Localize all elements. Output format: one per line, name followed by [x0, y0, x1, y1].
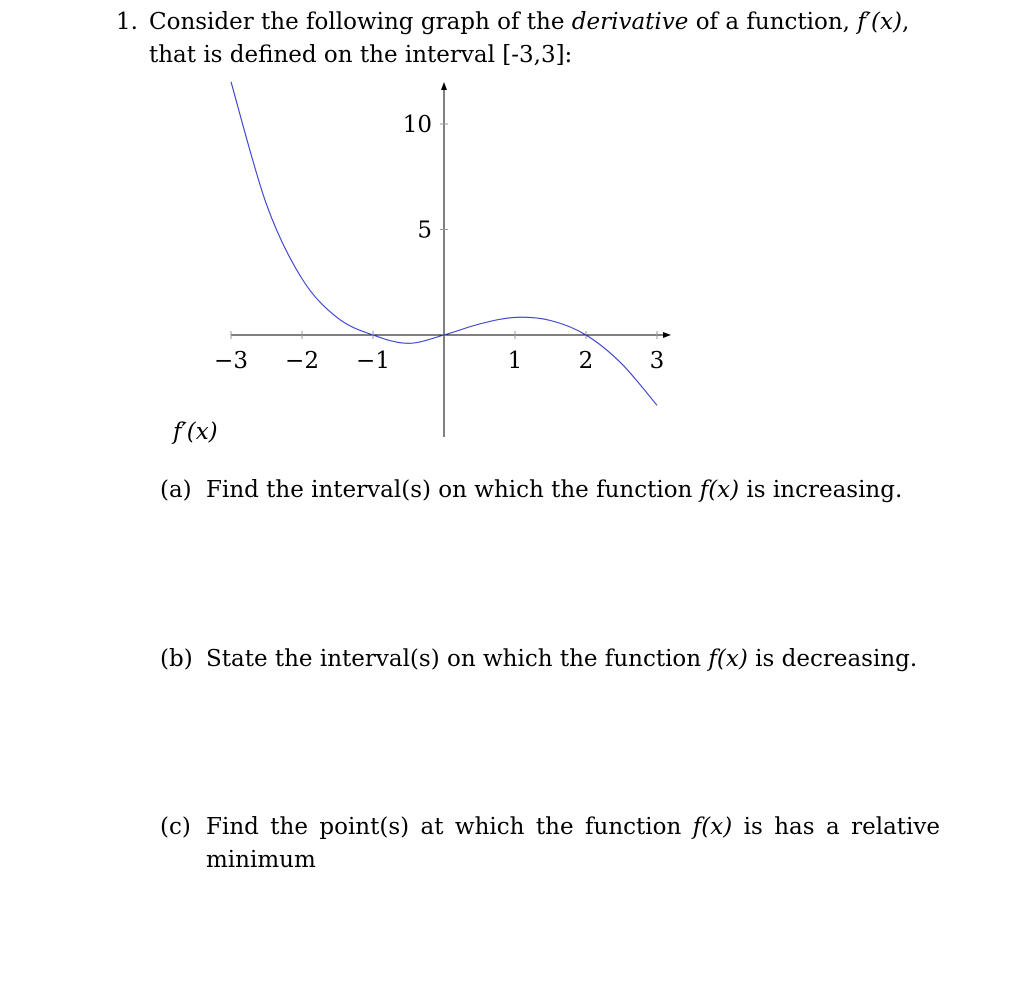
part-b-label: (b) — [160, 646, 193, 672]
part-c-text-before: Find the point(s) at which the function — [206, 814, 693, 840]
intro-tail: , that is defined on the interval [-3,3]: — [149, 9, 910, 68]
part-b — [160, 643, 940, 676]
part-c-text-after: is has a relative minimum — [206, 814, 940, 873]
x-tick-label: 3 — [649, 348, 665, 374]
part-b-text-after: is decreasing. — [747, 646, 918, 672]
part-b-func: f(x) — [708, 646, 748, 672]
x-tick-label: 2 — [578, 348, 594, 374]
part-c — [160, 811, 940, 877]
x-tick-label: 1 — [507, 348, 523, 374]
part-a-func: f(x) — [699, 477, 740, 503]
function-symbol: f′(x) — [857, 9, 902, 35]
x-tick-label: −2 — [285, 348, 319, 374]
intro-text-2: of a function, — [688, 9, 858, 35]
intro-text: Consider the following graph of the — [149, 9, 572, 35]
part-a-text-after: is increasing. — [739, 477, 903, 503]
x-tick-label: −1 — [356, 348, 390, 374]
part-c-func: f(x) — [692, 814, 733, 840]
y-axis-arrow — [441, 82, 447, 90]
x-tick-label: −3 — [214, 348, 248, 374]
part-b-text — [206, 643, 940, 676]
part-a-text — [206, 474, 940, 507]
problem-1 — [116, 6, 946, 72]
part-b-text-before: State the interval(s) on which the function — [206, 646, 709, 672]
derivative-graph — [160, 72, 680, 456]
part-a — [160, 474, 940, 507]
series-label: f′(x) — [173, 419, 218, 445]
chart-axes — [231, 82, 671, 437]
x-axis-arrow — [663, 332, 671, 338]
part-c-label: (c) — [160, 814, 191, 840]
chart-svg — [160, 72, 680, 452]
problem-statement — [149, 6, 946, 72]
y-tick-label: 5 — [417, 217, 432, 244]
y-tick-label: 10 — [402, 112, 432, 138]
part-a-text-before: Find the interval(s) on which the function — [206, 477, 700, 503]
intro-emphasis: derivative — [571, 9, 689, 35]
part-a-label: (a) — [160, 477, 192, 503]
problem-number: 1. — [116, 9, 138, 35]
part-c-text — [206, 811, 940, 877]
